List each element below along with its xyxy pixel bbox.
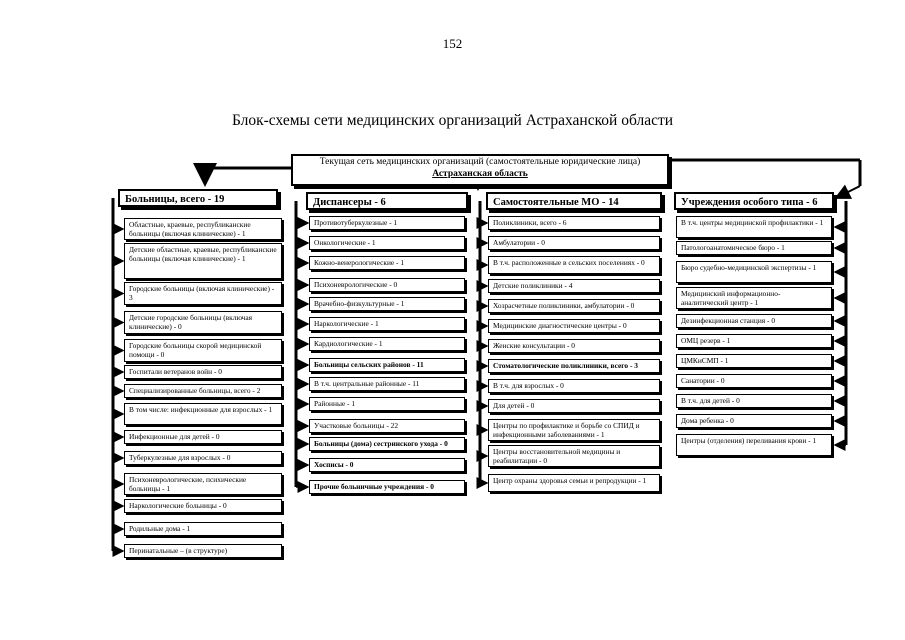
org-box: Участковые больницы - 22 <box>309 419 465 433</box>
org-box: Санатории - 0 <box>676 374 832 388</box>
org-box: Городские больницы скорой медицинской помощи - 0 <box>124 339 282 362</box>
org-box: Областные, краевые, республиканские больницы (включая клинические) - 1 <box>124 218 282 240</box>
org-box: Госпитали ветеранов войн - 0 <box>124 365 282 379</box>
root-line2: Астраханская область <box>432 169 528 179</box>
org-box: ЦМКиСМП - 1 <box>676 354 832 368</box>
org-box: Амбулатории - 0 <box>488 236 660 250</box>
org-box: В т.ч. центры медицинской профилактики - 1 <box>676 216 832 238</box>
org-box: В т.ч. для детей - 0 <box>676 394 832 408</box>
org-box: Противотуберкулезные - 1 <box>309 216 465 230</box>
org-box: Кардиологические - 1 <box>309 337 465 351</box>
page-number: 152 <box>442 36 463 51</box>
org-box: Женские консультации - 0 <box>488 339 660 353</box>
column-header-1: Больницы, всего - 19 <box>118 189 278 207</box>
org-box: Хосписы - 0 <box>309 458 465 472</box>
org-box: Патологоанатомическое бюро - 1 <box>676 241 832 255</box>
org-box: Детские поликлиники - 4 <box>488 279 660 293</box>
org-box: Дезинфекционная станция - 0 <box>676 314 832 328</box>
org-box: Медицинские диагностические центры - 0 <box>488 319 660 333</box>
org-box: Центр охраны здоровья семьи и репродукции - 1 <box>488 474 660 492</box>
column-header-4: Учреждения особого типа - 6 <box>674 192 834 210</box>
org-box: Центры (отделения) переливания крови - 1 <box>676 434 832 456</box>
org-box: Больницы (дома) сестринского ухода - 0 <box>309 437 465 451</box>
org-box: Больницы сельских районов - 11 <box>309 358 465 372</box>
org-box: Городские больницы (включая клинические) - 3 <box>124 282 282 305</box>
column-header-3: Самостоятельные МО - 14 <box>486 192 662 210</box>
org-box: Психоневрологические - 0 <box>309 278 465 292</box>
org-box: Хозрасчетные поликлиники, амбулатории - 0 <box>488 299 660 313</box>
org-box: Детские областные, краевые, республиканские больницы (включая клинические) - 1 <box>124 243 282 279</box>
root-network-box <box>291 154 669 186</box>
org-box: Врачебно-физкультурные - 1 <box>309 297 465 311</box>
org-box: В т.ч. расположенные в сельских поселениях - 0 <box>488 256 660 274</box>
org-box: Онкологические - 1 <box>309 236 465 250</box>
org-box: Психоневрологические, психические больницы - 1 <box>124 473 282 495</box>
org-box: В том числе: инфекционные для взрослых - 1 <box>124 403 282 425</box>
org-box: В т.ч. центральные районные - 11 <box>309 377 465 391</box>
org-box: Перинатальные – (в структуре) <box>124 544 282 558</box>
org-box: Медицинский информационно-аналитический центр - 1 <box>676 287 832 309</box>
org-box: Центры по профилактике и борьбе со СПИД и инфекционными заболеваниями - 1 <box>488 419 660 441</box>
org-box: Для детей - 0 <box>488 399 660 413</box>
org-box: В т.ч. для взрослых - 0 <box>488 379 660 393</box>
page-title: Блок-схемы сети медицинских организаций Астраханской области <box>231 112 674 129</box>
org-box: Центры восстановительной медицины и реабилитации - 0 <box>488 445 660 467</box>
org-box: Стоматологические поликлиники, всего - 3 <box>488 359 660 373</box>
org-box: Наркологические больницы - 0 <box>124 499 282 513</box>
org-box: ОМЦ резерв - 1 <box>676 334 832 348</box>
root-line1: Текущая сеть медицинских организаций (самостоятельные юридические лица) <box>319 157 641 167</box>
org-box: Родильные дома - 1 <box>124 522 282 536</box>
connector <box>836 186 860 198</box>
org-box: Поликлиники, всего - 6 <box>488 216 660 230</box>
org-box: Прочие больничные учреждения - 0 <box>309 480 465 494</box>
org-box: Районные - 1 <box>309 397 465 411</box>
column-header-2: Диспансеры - 6 <box>306 192 468 210</box>
org-box: Бюро судебно-медицинской экспертизы - 1 <box>676 261 832 283</box>
org-box: Кожно-венерологические - 1 <box>309 256 465 270</box>
org-box: Специализированные больницы, всего - 2 <box>124 384 282 398</box>
org-box: Инфекционные для детей - 0 <box>124 430 282 444</box>
org-box: Дома ребенка - 0 <box>676 414 832 428</box>
org-box: Наркологические - 1 <box>309 317 465 331</box>
org-box: Детские городские больницы (включая клинические) - 0 <box>124 311 282 334</box>
org-box: Туберкулезные для взрослых - 0 <box>124 451 282 465</box>
